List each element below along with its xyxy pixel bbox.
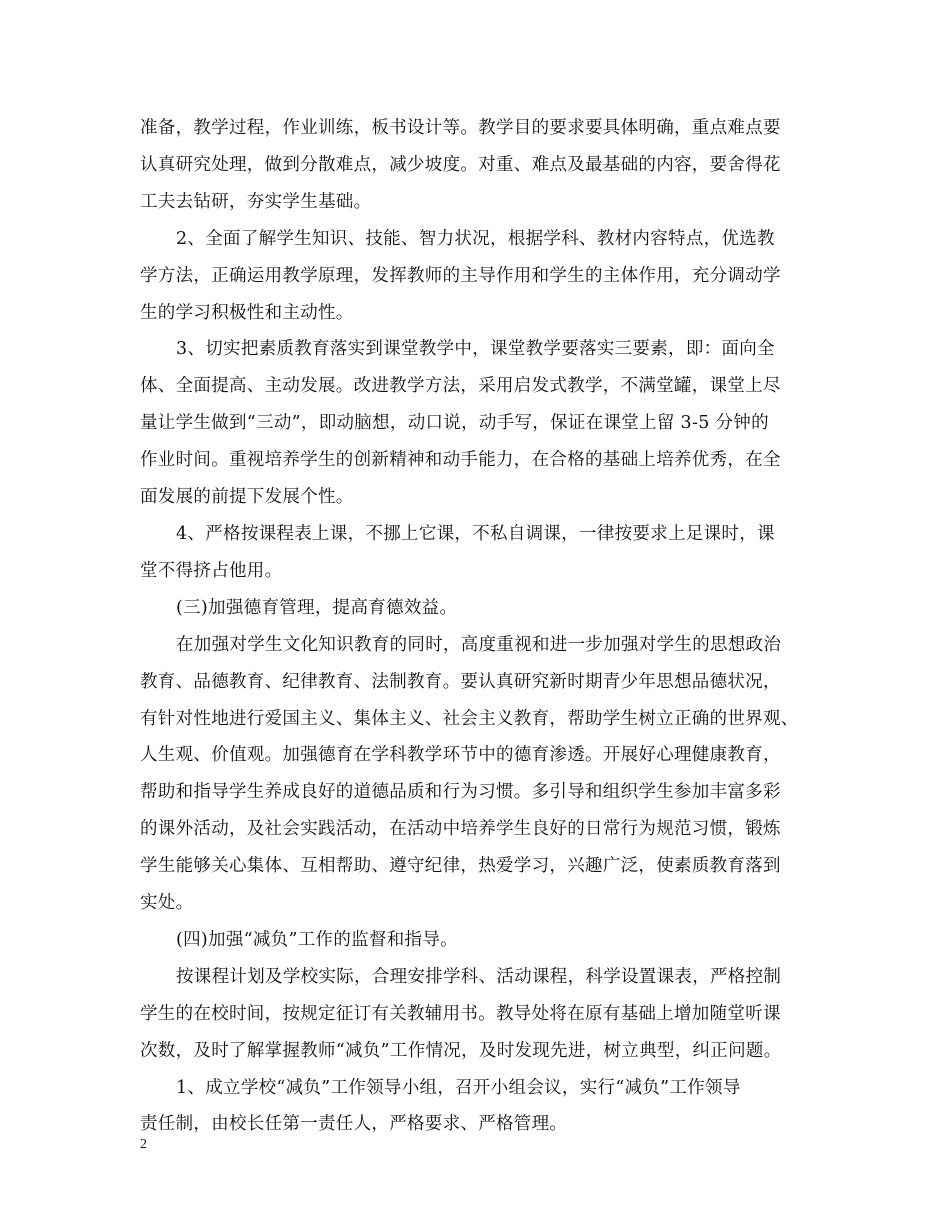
paragraph-line: 作业时间。重视培养学生的创新精神和动手能力，在合格的基础上培养优秀，在全 bbox=[140, 450, 781, 471]
paragraph-1 bbox=[140, 221, 820, 332]
paragraph-line: 在加强对学生文化知识教育的同时，高度重视和进一步加强对学生的思想政治 bbox=[176, 634, 782, 655]
paragraph-line: 的课外活动，及社会实践活动，在活动中培养学生良好的日常行为规范习惯，锻炼 bbox=[140, 819, 781, 840]
paragraph-line: 教育、品德教育、纪律教育、法制教育。要认真研究新时期青少年思想品德状况， bbox=[140, 671, 781, 692]
paragraph-line: 准备，教学过程，作业训练，板书设计等。教学目的要求要具体明确，重点难点要 bbox=[140, 118, 781, 138]
page-number: 2 bbox=[140, 1137, 147, 1152]
paragraph-line: 实处。 bbox=[140, 893, 194, 914]
paragraph-line: 堂不得挤占他用。 bbox=[140, 560, 283, 581]
paragraph-line: 有针对性地进行爱国主义、集体主义、社会主义教育，帮助学生树立正确的世界观、 bbox=[140, 708, 799, 729]
paragraph-7 bbox=[140, 959, 820, 1070]
paragraph-line: 体、全面提高、主动发展。改进教学方法，采用启发式教学，不满堂罐，课堂上尽 bbox=[140, 376, 781, 397]
paragraph-line: 人生观、价值观。加强德育在学科教学环节中的德育渗透。开展好心理健康教育， bbox=[140, 745, 781, 766]
paragraph-line: 工夫去钻研，夯实学生基础。 bbox=[140, 191, 372, 212]
paragraph-line: 4、严格按课程表上课，不挪上它课，不私自调课，一律按要求上足课时，课 bbox=[176, 523, 775, 544]
paragraph-line: 学方法，正确运用教学原理，发挥教师的主导作用和学生的主体作用，充分调动学 bbox=[140, 265, 781, 286]
paragraph-line: 学生的在校时间，按规定征订有关教辅用书。教导处将在原有基础上增加随堂听课 bbox=[140, 1003, 781, 1024]
paragraph-line: (四)加强“减负”工作的监督和指导。 bbox=[176, 929, 458, 950]
paragraph-line: 按课程计划及学校实际，合理安排学科、活动课程，科学设置课表，严格控制 bbox=[176, 966, 782, 987]
paragraph-line: 2、全面了解学生知识、技能、智力状况，根据学科、教材内容特点，优选教 bbox=[176, 228, 775, 249]
paragraph-line: 1、成立学校“减负”工作领导小组，召开小组会议，实行“减负”工作领导 bbox=[176, 1077, 741, 1098]
paragraph-line: 3、切实把素质教育落实到课堂教学中，课堂教学要落实三要素，即：面向全 bbox=[176, 339, 775, 360]
paragraph-0 bbox=[140, 110, 820, 221]
paragraph-line: 面发展的前提下发展个性。 bbox=[140, 487, 354, 508]
paragraph-line: 帮助和指导学生养成良好的道德品质和行为习惯。多引导和组织学生参加丰富多彩 bbox=[140, 782, 781, 803]
paragraph-8 bbox=[140, 1070, 820, 1144]
paragraph-line: 量让学生做到“三动”，即动脑想，动口说，动手写，保证在课堂上留 3-5 分钟的 bbox=[140, 413, 769, 434]
section-heading-3 bbox=[140, 590, 820, 627]
paragraph-2 bbox=[140, 331, 820, 516]
paragraph-line: 认真研究处理，做到分散难点，减少坡度。对重、难点及最基础的内容，要舍得花 bbox=[140, 154, 781, 175]
paragraph-3 bbox=[140, 516, 820, 590]
document-body bbox=[140, 110, 820, 1143]
paragraph-line: 学生能够关心集体、互相帮助、遵守纪律，热爱学习，兴趣广泛，使素质教育落到 bbox=[140, 856, 781, 877]
paragraph-5 bbox=[140, 627, 820, 922]
paragraph-line: 次数，及时了解掌握教师“减负”工作情况，及时发现先进，树立典型，纠正问题。 bbox=[140, 1040, 782, 1061]
paragraph-line: (三)加强德育管理，提高育德效益。 bbox=[176, 597, 458, 618]
paragraph-line: 生的学习积极性和主动性。 bbox=[140, 302, 354, 323]
paragraph-line: 责任制，由校长任第一责任人，严格要求、严格管理。 bbox=[140, 1114, 568, 1135]
section-heading-4 bbox=[140, 922, 820, 959]
